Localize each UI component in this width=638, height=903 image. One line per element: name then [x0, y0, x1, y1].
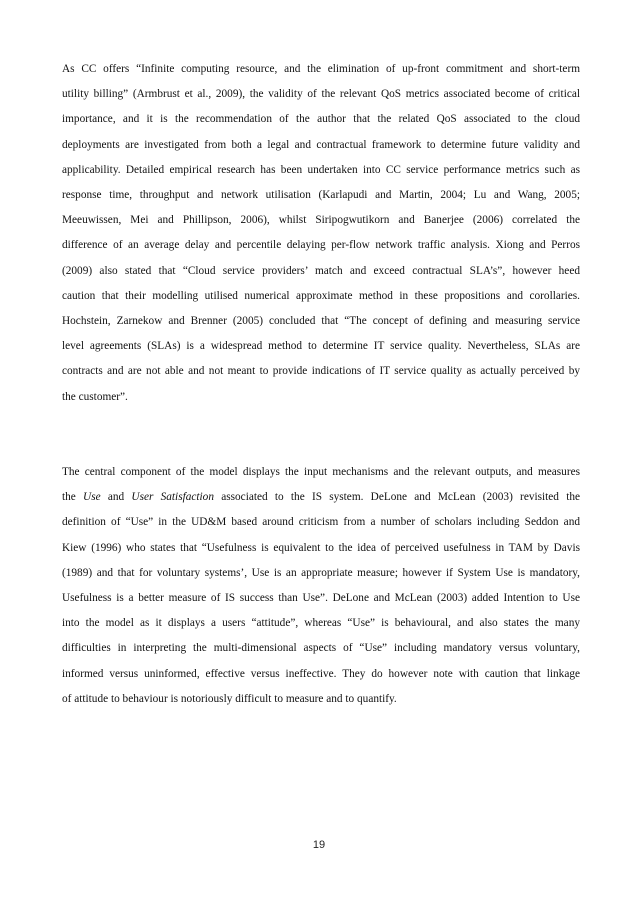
paragraph-line: Usefulness is a better measure of IS success than Use”. DeLone and McLean (2003) added Intention to Use — [62, 592, 580, 604]
paragraph-line-last: the customer”. — [62, 390, 128, 403]
text-run: the — [62, 491, 84, 504]
paragraph-line: Hochstein, Zarnekow and Brenner (2005) concluded that “The concept of defining and measuring service — [62, 315, 580, 327]
paragraph-line: importance, and it is the recommendation of the author that the related QoS associated to the cloud — [62, 113, 580, 126]
paragraph-line-with-emphasis — [62, 490, 580, 504]
paragraph-line: applicability. Detailed empirical research has been undertaken into CC service performance metrics such as — [62, 163, 580, 176]
paragraph-line: Meeuwissen, Mei and Phillipson, 2006), whilst Siripogwutikorn and Banerjee (2006) correlated the — [62, 214, 580, 227]
paragraph-line: difference of an average delay and percentile delaying per-flow network traffic analysis. Xiong and Perros — [62, 239, 580, 252]
paragraph-line: informed versus uninformed, effective versus ineffective. They do however note with caution that linkage — [62, 667, 580, 680]
paragraph-line: definition of “Use” in the UD&M based around criticism from a number of scholars including Seddon and — [62, 516, 580, 529]
paragraph-line: utility billing” (Armbrust et al., 2009), the validity of the relevant QoS metrics associated become of critical — [62, 88, 580, 101]
paragraph-line: As CC offers “Infinite computing resource, and the elimination of up-front commitment and short-term — [62, 63, 580, 75]
paragraph-line: level agreements (SLAs) is a widespread method to determine IT service quality. Nevertheless, SLAs are — [62, 340, 580, 353]
paragraph-line: Kiew (1996) who states that “Usefulness is equivalent to the idea of perceived usefulness in TAM by Davis — [62, 541, 580, 554]
paragraph-line: response time, throughput and network utilisation (Karlapudi and Martin, 2004; Lu and Wang, 2005; — [62, 189, 580, 201]
paragraph-line: caution that their modelling utilised numerical approximate method in these propositions and corollaries. — [62, 289, 580, 302]
paragraph-line: contracts and are not able and not meant to provide indications of IT service quality as actually perceived by — [62, 365, 580, 378]
paragraph-line-last: of attitude to behaviour is notoriously difficult to measure and to quantify. — [62, 692, 397, 705]
italic-term-user-satisfaction: User Satisfaction — [131, 491, 214, 504]
paragraph-line: (2009) also stated that “Cloud service providers’ match and exceed contractual SLA’s”, however heed — [62, 264, 580, 277]
text-run: associated to the IS system. DeLone and McLean (2003) revisited the — [213, 491, 580, 504]
text-run: and — [100, 491, 132, 504]
italic-term-use: Use — [83, 491, 101, 504]
paragraph-line: difficulties in interpreting the multi-dimensional aspects of “Use” including mandatory versus voluntary, — [62, 642, 580, 655]
paragraph-line: The central component of the model displays the input mechanisms and the relevant outputs, and measures — [62, 466, 580, 478]
paragraph-line: deployments are investigated from both a legal and contractual framework to determine future validity and — [62, 138, 580, 151]
paragraph-line: into the model as it displays a users “attitude”, whereas “Use” is behavioural, and also states the many — [62, 617, 580, 630]
page-number: 19 — [312, 839, 326, 851]
paragraph-line: (1989) and that for voluntary systems’, Use is an appropriate measure; however if System Use is mandatory, — [62, 566, 580, 579]
